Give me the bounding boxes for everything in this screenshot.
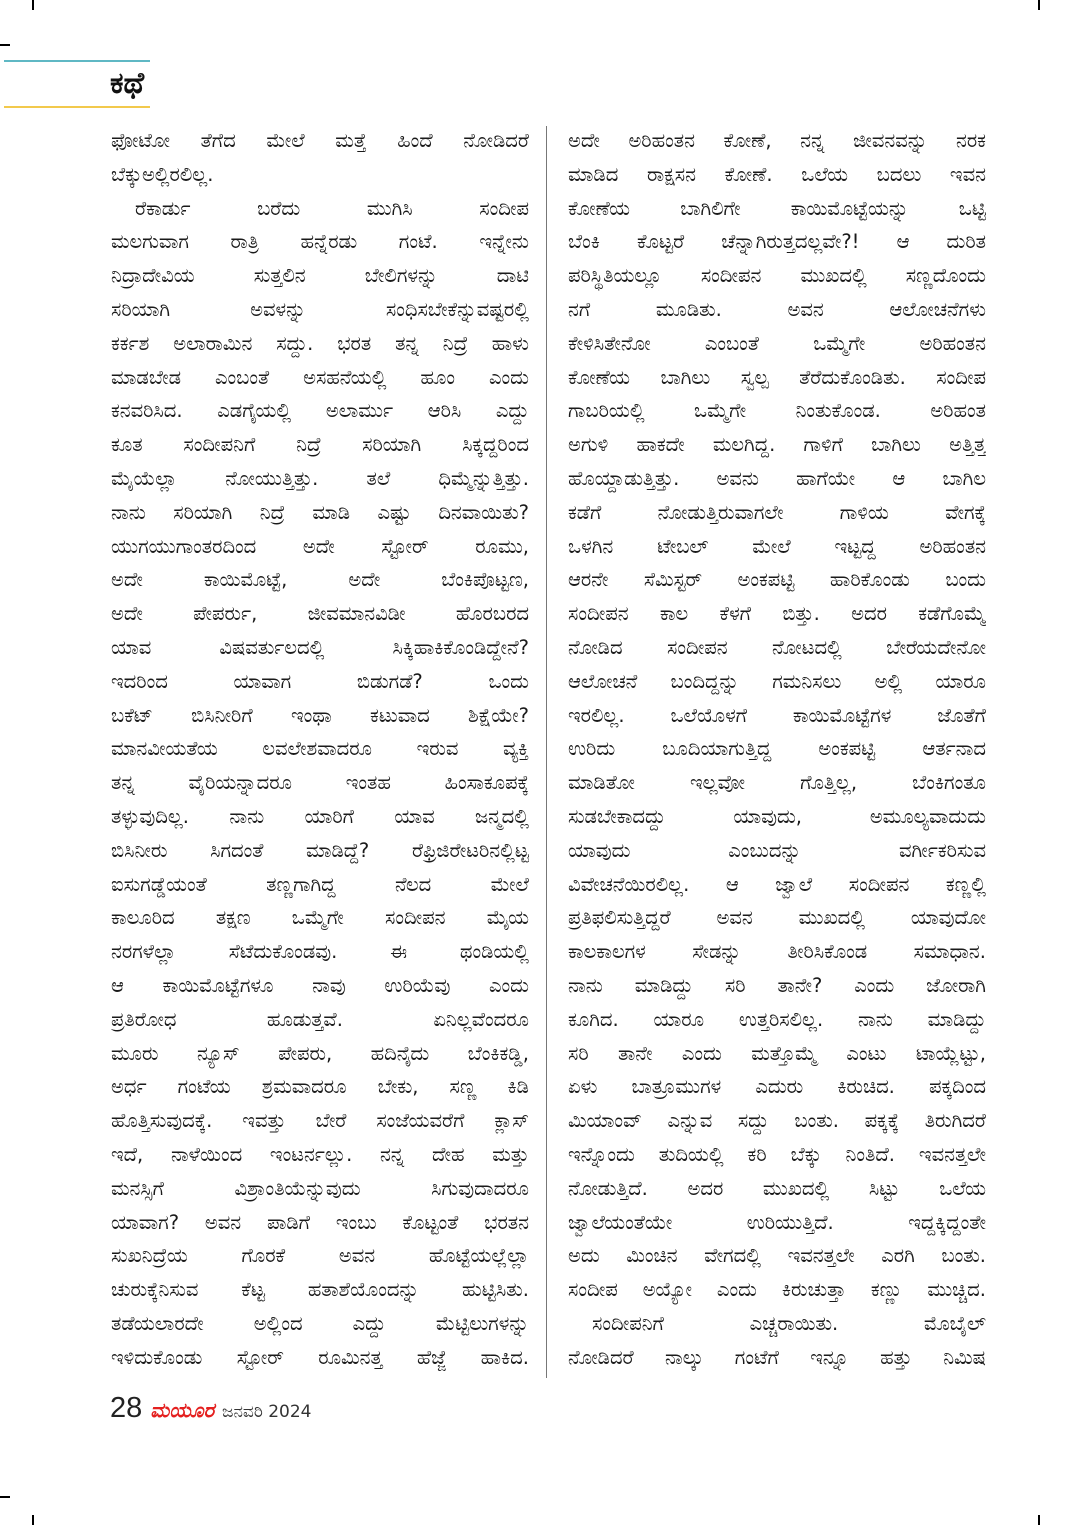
text-line: ನಾನು ಮಾಡಿದ್ದು ಸರಿ ತಾನೇ? ಎಂದು ಜೋರಾಗಿ (568, 973, 986, 997)
text-column-right (568, 124, 986, 1374)
crop-mark (1038, 0, 1040, 10)
text-line: ಕಡೆಗೆ ನೋಡುತ್ತಿರುವಾಗಲೇ ಗಾಳಿಯ ವೇಗಕ್ಕೆ (568, 500, 986, 524)
text-line: ಉರಿದು ಬೂದಿಯಾಗುತ್ತಿದ್ದ ಅಂಕಪಟ್ಟಿ ಆರ್ತನಾದ (568, 737, 986, 761)
text-line: ಆ ಕಾಯಿಮೊಟ್ಟೆಗಳೂ ನಾವು ಉರಿಯೆವು ಎಂದು (111, 973, 529, 997)
crop-mark (32, 0, 34, 10)
text-line: ಕೇಳಿಸಿತೇನೋ ಎಂಬಂತೆ ಒಮ್ಮೆಗೇ ಅರಿಹಂತನ (568, 331, 986, 355)
text-line: ನೋಡುತ್ತಿದೆ. ಅದರ ಮುಖದಲ್ಲಿ ಸಿಟ್ಟು ಒಲೆಯ (568, 1176, 986, 1200)
text-line: ನೋಡಿದರೆ ನಾಲ್ಕು ಗಂಟೆಗೆ ಇನ್ನೂ ಹತ್ತು ನಿಮಿಷ (568, 1345, 986, 1369)
text-line: ಕೋಣೆಯ ಬಾಗಿಲಿಗೇ ಕಾಯಿಮೊಟ್ಟೆಯನ್ನು ಒಟ್ಟಿ (568, 196, 986, 220)
text-line: ಪ್ರತಿರೋಧ ಹೂಡುತ್ತವೆ. ಏನಿಲ್ಲವೆಂದರೂ (111, 1007, 529, 1031)
header-rule-yellow (4, 106, 150, 108)
text-line: ರೆಕಾರ್ಡು ಬರೆದು ಮುಗಿಸಿ ಸಂದೀಪ (135, 196, 529, 220)
text-line: ಬೆಕ್ಕು ಅಲ್ಲಿರಲಿಲ್ಲ. (111, 162, 214, 186)
text-line: ಯುಗಯುಗಾಂತರದಿಂದ ಅದೇ ಸ್ಟೋರ್ ರೂಮು, (111, 534, 529, 558)
text-line: ಅದೇ ಅರಿಹಂತನ ಕೋಣೆ, ನನ್ನ ಜೀವನವನ್ನು ನರಕ (568, 129, 986, 152)
column-divider (546, 126, 547, 1378)
text-line: ಮೂರು ನ್ಯೂಸ್ ಪೇಪರು, ಹದಿನೈದು ಬೆಂಕಿಕಡ್ಡಿ, (111, 1041, 529, 1065)
text-line: ಅದೇ ಪೇಪರ್ರು, ಜೀವಮಾನವಿಡೀ ಹೊರಬರದ (111, 602, 529, 626)
text-line: ಸರಿ ತಾನೇ ಎಂದು ಮತ್ತೊಮ್ಮೆ ಎಂಟು ಟಾಯ್ಲೆಟ್ಟು, (568, 1041, 986, 1065)
text-line: ನಗೆ ಮೂಡಿತು. ಅವನ ಆಲೋಚನೆಗಳು (568, 297, 986, 321)
text-line: ನರಗಳೆಲ್ಲಾ ಸೆಟೆದುಕೊಂಡವು. ಈ ಥಂಡಿಯಲ್ಲಿ (111, 940, 529, 964)
text-line: ಕೋಣೆಯ ಬಾಗಿಲು ಸ್ವಲ್ಪ ತೆರೆದುಕೊಂಡಿತು. ಸಂದೀಪ (568, 365, 986, 389)
text-line: ತಡೆಯಲಾರದೇ ಅಲ್ಲಿಂದ ಎದ್ದು ಮೆಟ್ಟಿಲುಗಳನ್ನು (111, 1311, 529, 1335)
text-line: ಕೂತ ಸಂದೀಪನಿಗೆ ನಿದ್ರೆ ಸರಿಯಾಗಿ ಸಿಕ್ಕದ್ದರಿಂದ (111, 433, 529, 457)
text-line: ಮಾಡಿದ ರಾಕ್ಷಸನ ಕೋಣೆ. ಒಲೆಯ ಬದಲು ಇವನ (568, 162, 986, 186)
text-line: ಯಾವುದು ಎಂಬುದನ್ನು ವರ್ಗೀಕರಿಸುವ (568, 838, 986, 862)
text-line: ಯಾವ ವಿಷವರ್ತುಲದಲ್ಲಿ ಸಿಕ್ಕಿಹಾಕಿಕೊಂಡಿದ್ದೇನೆ? (111, 635, 529, 659)
text-line: ಅಗುಳಿ ಹಾಕದೇ ಮಲಗಿದ್ದ. ಗಾಳಿಗೆ ಬಾಗಿಲು ಅತ್ತಿತ್ತ (568, 433, 986, 457)
page-footer (110, 1392, 311, 1432)
text-line: ತಳ್ಳುವುದಿಲ್ಲ. ನಾನು ಯಾರಿಗೆ ಯಾವ ಜನ್ಮದಲ್ಲಿ (111, 804, 529, 828)
text-line: ಇನ್ನೊಂದು ತುದಿಯಲ್ಲಿ ಕರಿ ಬೆಕ್ಕು ನಿಂತಿದೆ. ಇವನತ್ತಲೇ (568, 1142, 986, 1166)
text-line: ಸುಖನಿದ್ರೆಯ ಗೊರಕೆ ಅವನ ಹೊಟ್ಟೆಯಲ್ಲೆಲ್ಲಾ (111, 1244, 529, 1268)
header-rule-teal (4, 60, 150, 62)
text-line: ಐಸುಗಡ್ಡೆಯಂತೆ ತಣ್ಣಗಾಗಿದ್ದ ನೆಲದ ಮೇಲೆ (111, 872, 529, 896)
text-line: ಇದೆ, ನಾಳೆಯಿಂದ ಇಂಟರ್ನಲ್ಲು. ನನ್ನ ದೇಹ ಮತ್ತು (111, 1142, 529, 1166)
crop-mark (0, 44, 10, 46)
text-line: ಸರಿಯಾಗಿ ಅವಳನ್ನು ಸಂಧಿಸಬೇಕೆನ್ನುವಷ್ಟರಲ್ಲಿ (111, 297, 529, 321)
text-line: ಒಳಗಿನ ಟೇಬಲ್ ಮೇಲೆ ಇಟ್ಟದ್ದ ಅರಿಹಂತನ (568, 534, 986, 558)
issue-date: ಜನವರಿ 2024 (222, 1402, 312, 1422)
text-line: ಸಂದೀಪ ಅಯ್ಯೋ ಎಂದು ಕಿರುಚುತ್ತಾ ಕಣ್ಣು ಮುಚ್ಚಿದ. (568, 1278, 986, 1302)
text-line: ಕಾಲೂರಿದ ತಕ್ಷಣ ಒಮ್ಮೆಗೇ ಸಂದೀಪನ ಮೈಯ (111, 906, 529, 930)
text-line: ಮೈಯೆಲ್ಲಾ ನೋಯುತ್ತಿತ್ತು. ತಲೆ ಧಿಮ್ಮೆನ್ನುತ್ತಿತ್ತು. (111, 466, 529, 490)
text-line: ಆಲೋಚನೆ ಬಂದಿದ್ದನ್ನು ಗಮನಿಸಲು ಅಲ್ಲಿ ಯಾರೂ (568, 669, 986, 693)
text-line: ನಿದ್ರಾದೇವಿಯ ಸುತ್ತಲಿನ ಬೇಲಿಗಳನ್ನು ದಾಟಿ (111, 264, 529, 288)
text-line: ಬಕೆಟ್ ಬಿಸಿನೀರಿಗೆ ಇಂಥಾ ಕಟುವಾದ ಶಿಕ್ಷೆಯೇ? (111, 703, 529, 727)
crop-mark (1038, 1515, 1040, 1525)
text-line: ಕಾಲಕಾಲಗಳ ಸೇಡನ್ನು ತೀರಿಸಿಕೊಂಡ ಸಮಾಧಾನ. (568, 940, 986, 964)
text-line: ಫೋಟೋ ತೆಗೆದ ಮೇಲೆ ಮತ್ತೆ ಹಿಂದೆ ನೋಡಿದರೆ (111, 129, 529, 152)
text-line: ಜ್ವಾಲೆಯಂತೆಯೇ ಉರಿಯುತ್ತಿದೆ. ಇದ್ದಕ್ಕಿದ್ದಂತೇ (568, 1210, 986, 1234)
text-line: ನೋಡಿದ ಸಂದೀಪನ ನೋಟದಲ್ಲಿ ಬೇರೆಯದೇನೋ (568, 635, 986, 659)
section-title: ಕಥೆ (110, 66, 145, 101)
text-line: ಮನಸ್ಸಿಗೆ ವಿಶ್ರಾಂತಿಯೆನ್ನುವುದು ಸಿಗುವುದಾದರೂ (111, 1176, 529, 1200)
text-line: ಇದರಿಂದ ಯಾವಾಗ ಬಿಡುಗಡೆ? ಒಂದು (111, 669, 529, 693)
text-line: ಪ್ರತಿಫಲಿಸುತ್ತಿದ್ದರೆ ಅವನ ಮುಖದಲ್ಲಿ ಯಾವುದೋ (568, 906, 986, 930)
text-line: ಹೊತ್ತಿಸುವುದಕ್ಕೆ. ಇವತ್ತು ಬೇರೆ ಸಂಜೆಯವರೆಗೆ ಕ್ಲಾಸ್ (111, 1109, 529, 1133)
text-line: ಅದೇ ಕಾಯಿಮೊಟ್ಟೆ, ಅದೇ ಬೆಂಕಿಪೊಟ್ಟಣ, (111, 568, 529, 592)
text-line: ಸಂದೀಪನ ಕಾಲ ಕೆಳಗೆ ಬಿತ್ತು. ಅದರ ಕಡೆಗೊಮ್ಮೆ (568, 602, 986, 626)
text-line: ಅದು ಮಿಂಚಿನ ವೇಗದಲ್ಲಿ ಇವನತ್ತಲೇ ಎರಗಿ ಬಂತು. (568, 1244, 986, 1268)
text-line: ಮಲಗುವಾಗ ರಾತ್ರಿ ಹನ್ನೆರಡು ಗಂಟೆ. ಇನ್ನೇನು (111, 230, 529, 254)
crop-mark (32, 1515, 34, 1525)
text-column-left (111, 124, 529, 1374)
text-line: ಕನವರಿಸಿದ. ಎಡಗೈಯಲ್ಲಿ ಅಲಾರ್ಮು ಆರಿಸಿ ಎದ್ದು (111, 399, 529, 423)
text-line: ಗಾಬರಿಯಲ್ಲಿ ಒಮ್ಮೆಗೇ ನಿಂತುಕೊಂಡ. ಅರಿಹಂತ (568, 399, 986, 423)
text-line: ತನ್ನ ವೈರಿಯನ್ನಾದರೂ ಇಂತಹ ಹಿಂಸಾಕೂಪಕ್ಕೆ (111, 771, 529, 795)
text-line: ಮಾಡಿತೋ ಇಲ್ಲವೋ ಗೊತ್ತಿಲ್ಲ, ಬೆಂಕಿಗಂತೂ (568, 771, 986, 795)
text-line: ಸುಡಬೇಕಾದದ್ದು ಯಾವುದು, ಅಮೂಲ್ಯವಾದುದು (568, 804, 986, 828)
text-line: ಹೊಯ್ದಾಡುತ್ತಿತ್ತು. ಅವನು ಹಾಗೆಯೇ ಆ ಬಾಗಿಲ (568, 466, 986, 490)
text-line: ಚುರುಕ್ಕೆನಿಸುವ ಕೆಟ್ಟ ಹತಾಶೆಯೊಂದನ್ನು ಹುಟ್ಟಿಸಿತು. (111, 1278, 529, 1302)
text-line: ನಾನು ಸರಿಯಾಗಿ ನಿದ್ರೆ ಮಾಡಿ ಎಷ್ಟು ದಿನವಾಯಿತು? (111, 500, 529, 524)
text-line: ಯಾವಾಗ? ಅವನ ಪಾಡಿಗೆ ಇಂಬು ಕೊಟ್ಟಂತೆ ಭರತನ (111, 1210, 529, 1234)
text-line: ವಿವೇಚನೆಯಿರಲಿಲ್ಲ. ಆ ಜ್ವಾಲೆ ಸಂದೀಪನ ಕಣ್ಣಲ್ಲಿ (568, 872, 986, 896)
text-line: ಮಿಯಾಂವ್ ಎನ್ನುವ ಸದ್ದು ಬಂತು. ಪಕ್ಕಕ್ಕೆ ತಿರುಗಿದರೆ (568, 1109, 986, 1133)
text-line: ಏಳು ಬಾತ್ರೂಮುಗಳ ಎದುರು ಕಿರುಚಿದ. ಪಕ್ಕದಿಂದ (568, 1075, 986, 1099)
text-line: ಕರ್ಕಶ ಅಲಾರಾಮಿನ ಸದ್ದು. ಭರತ ತನ್ನ ನಿದ್ರೆ ಹಾಳು (111, 331, 529, 355)
text-line: ಇರಲಿಲ್ಲ. ಒಲೆಯೊಳಗೆ ಕಾಯಿಮೊಟ್ಟೆಗಳ ಜೊತೆಗೆ (568, 703, 986, 727)
text-line: ಆರನೇ ಸೆಮಿಸ್ಟರ್ ಅಂಕಪಟ್ಟಿ ಹಾರಿಕೊಂಡು ಬಂದು (568, 568, 986, 592)
text-line: ಅರ್ಧ ಗಂಟೆಯ ಶ್ರಮವಾದರೂ ಬೇಕು, ಸಣ್ಣ ಕಿಡಿ (111, 1075, 529, 1099)
text-line: ಮಾಡಬೇಡ ಎಂಬಂತೆ ಅಸಹನೆಯಲ್ಲಿ ಹೂಂ ಎಂದು (111, 365, 529, 389)
text-line: ಪರಿಸ್ಥಿತಿಯಲ್ಲೂ ಸಂದೀಪನ ಮುಖದಲ್ಲಿ ಸಣ್ಣದೊಂದು (568, 264, 986, 288)
text-line: ಸಂದೀಪನಿಗೆ ಎಚ್ಚರಾಯಿತು. ಮೊಬೈಲ್ (592, 1311, 986, 1335)
text-line: ಬೆಂಕಿ ಕೊಟ್ಟರೆ ಚೆನ್ನಾಗಿರುತ್ತದಲ್ಲವೇ?! ಆ ದುರಿತ (568, 230, 986, 254)
magazine-logo: ಮಯೂರ (150, 1398, 215, 1422)
crop-mark (0, 1496, 10, 1498)
text-line: ಇಳಿದುಕೊಂಡು ಸ್ಟೋರ್ ರೂಮಿನತ್ತ ಹೆಜ್ಜೆ ಹಾಕಿದ. (111, 1345, 529, 1369)
page-number: 28 (110, 1392, 143, 1424)
text-line: ಕೂಗಿದ. ಯಾರೂ ಉತ್ತರಿಸಲಿಲ್ಲ. ನಾನು ಮಾಡಿದ್ದು (568, 1007, 986, 1031)
text-line: ಬಿಸಿನೀರು ಸಿಗದಂತೆ ಮಾಡಿದ್ದೆ? ರೆಫ್ರಿಜಿರೇಟರಿನಲ್ಲಿಟ್ಟ (111, 838, 529, 862)
text-line: ಮಾನವೀಯತೆಯ ಲವಲೇಶವಾದರೂ ಇರುವ ವ್ಯಕ್ತಿ (111, 737, 529, 761)
